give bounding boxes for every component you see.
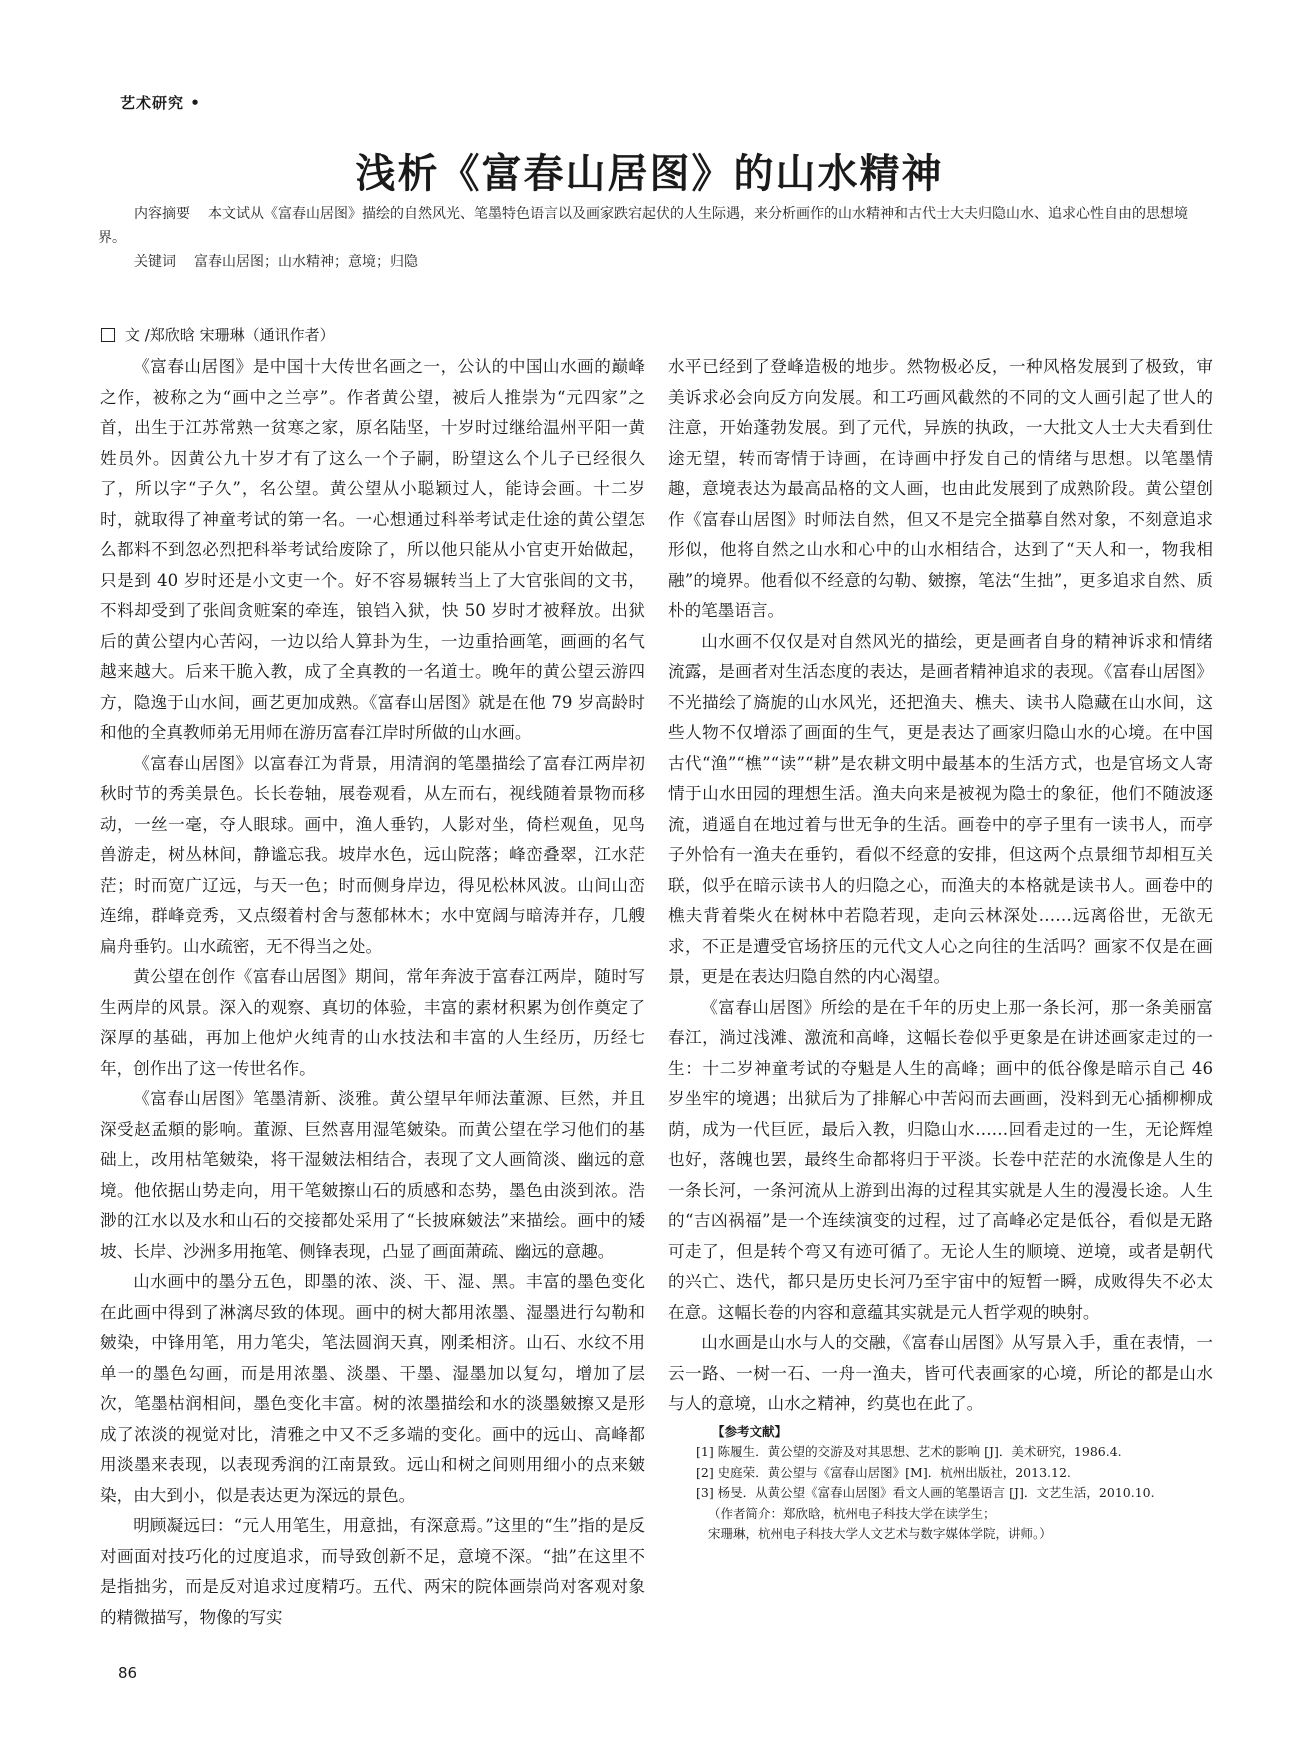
body-paragraph: 明顾凝远曰：“元人用笔生，用意拙，有深意焉。”这里的“生”指的是反对画面对技巧化的过度追求，而导致创新不足，意境不深。“拙”在这里不是指拙劣，而是反对追求过度精巧。五代、两宋的院体画崇尚对客观对象的精微描写，物像的写实 [100, 1516, 645, 1627]
abstract-paragraph [98, 202, 1208, 250]
article-title: 浅析《富春山居图》的山水精神 [355, 150, 944, 197]
body-column-left [100, 352, 645, 1633]
keywords-label: 关键词 [134, 254, 176, 270]
author-names: 文 /郑欣晗 宋珊琳（通讯作者） [125, 326, 335, 344]
references [668, 1422, 1213, 1545]
author-bio: 宋珊琳，杭州电子科技大学人文艺术与数字媒体学院，讲师。） [708, 1526, 1052, 1541]
square-icon [101, 328, 115, 342]
references-heading: 【参考文献】 [712, 1423, 788, 1439]
page-number: 86 [118, 1664, 138, 1682]
keywords-paragraph [98, 250, 1208, 274]
author-bio: （作者简介：郑欣晗，杭州电子科技大学在读学生； [708, 1505, 996, 1521]
abstract-label: 内容摘要 [134, 206, 190, 222]
body-paragraph: 山水画中的墨分五色，即墨的浓、淡、干、湿、黑。丰富的墨色变化在此画中得到了淋漓尽致的体现。画中的树大都用浓墨、湿墨进行勾勒和皴染，中锋用笔，用力笔尖，笔法圆润天真，刚柔相济。山石、水纹不用单一的墨色勾画，而是用浓墨、淡墨、干墨、湿墨加以复勾，增加了层次，笔墨枯润相间，墨色变化丰富。树的浓墨描绘和水的淡墨皴擦又是形成了浓淡的视觉对比，清雅之中又不乏多端的变化。画中的远山、高峰都用淡墨来表现，以表现秀润的江南景致。远山和树之间则用细小的点来皴染，由大到小，似是表达更为深远的景色。 [100, 1272, 645, 1505]
body-paragraph: 黄公望在创作《富春山居图》期间，常年奔波于富春江两岸，随时写生两岸的风景。深入的观察、真切的体验，丰富的素材积累为创作奠定了深厚的基础，再加上他炉火纯青的山水技法和丰富的人生经历，历经七年，创作出了这一传世名作。 [100, 967, 645, 1078]
body-paragraph: 山水画是山水与人的交融，《富春山居图》从写景入手，重在表情，一云一路、一树一石、一舟一渔夫，皆可代表画家的心境，所论的都是山水与人的意境，山水之精神，约莫也在此了。 [668, 1333, 1213, 1413]
section-label: 艺术研究 • [120, 94, 201, 112]
body-paragraph: 山水画不仅仅是对自然风光的描绘，更是画者自身的精神诉求和情绪流露，是画者对生活态度的表达，是画者精神追求的表现。《富春山居图》不光描绘了旖旎的山水风光，还把渔夫、樵夫、读书人隐藏在山水间，这些人物不仅增添了画面的生气，更是表达了画家归隐山水的心境。在中国古代“渔”“樵”“读”“耕”是农耕文明中最基本的生活方式，也是官场文人寄情于山水田园的理想生活。渔夫向来是被视为隐士的象征，他们不随波逐流，逍遥自在地过着与世无争的生活。画卷中的亭子里有一读书人，而亭子外恰有一渔夫在垂钓，看似不经意的安排，但这两个点景细节却相互关联，似乎在暗示读书人的归隐之心，而渔夫的本格就是读书人。画卷中的樵夫背着柴火在树林中若隐若现，走向云林深处……远离俗世，无欲无求，不正是遭受官场挤压的元代文人心之向往的生活吗？画家不仅是在画景，更是在表达归隐自然的内心渴望。 [668, 631, 1213, 986]
reference-item: [1] 陈履生．黄公望的交游及对其思想、艺术的影响 [J]．美术研究，1986.4. [696, 1444, 1122, 1459]
reference-item: [3] 杨旻．从黄公望《富春山居图》看文人画的笔墨语言 [J]．文艺生活，2010.10. [696, 1485, 1155, 1500]
body-paragraph: 《富春山居图》是中国十大传世名画之一，公认的中国山水画的巅峰之作，被称之为“画中之兰亭”。作者黄公望，被后人推崇为“元四家”之首，出生于江苏常熟一贫寒之家，原名陆坚，十岁时过继给温州平阳一黄姓员外。因黄公九十岁才有了这么一个子嗣，盼望这么个儿子已经很久了，所以字“子久”，名公望。黄公望从小聪颖过人，能诗会画。十二岁时，就取得了神童考试的第一名。一心想通过科举考试走仕途的黄公望怎么都料不到忽必烈把科举考试给废除了，所以他只能从小官吏开始做起，只是到 40 岁时还是小文吏一个。好不容易辗转当上了大官张闾的文书，不料却受到了张闾贪赃案的牵连，锒铛入狱，快 50 岁时才被释放。出狱后的黄公望内心苦闷，一边以给人算卦为生，一边重拾画笔，画画的名气越来越大。后来干脆入教，成了全真教的一名道士。晚年的黄公望云游四方，隐逸于山水间，画艺更加成熟。《富春山居图》就是在他 79 岁高龄时和他的全真教师弟无用师在游历富春江岸时所做的山水画。 [100, 357, 645, 742]
abstract-block [98, 202, 1208, 274]
body-column-right [668, 352, 1213, 1545]
author-line [101, 324, 335, 345]
body-paragraph: 《富春山居图》以富春江为背景，用清润的笔墨描绘了富春江两岸初秋时节的秀美景色。长长卷轴，展卷观看，从左而右，视线随着景物而移动，一丝一毫，夺人眼球。画中，渔人垂钓，人影对坐，倚栏观鱼，见鸟兽游走，树丛林间，静谧忘我。坡岸水色，远山院落；峰峦叠翠，江水茫茫；时而宽广辽远，与天一色；时而侧身岸边，得见松林风波。山间山峦连绵，群峰竞秀，又点缀着村舍与葱郁林木；水中宽阔与暗涛并存，几艘扁舟垂钓。山水疏密，无不得当之处。 [100, 753, 645, 956]
body-paragraph: 《富春山居图》笔墨清新、淡雅。黄公望早年师法董源、巨然，并且深受赵孟頫的影响。董源、巨然喜用湿笔皴染。而黄公望在学习他们的基础上，改用枯笔皴染，将干湿皴法相结合，表现了文人画简淡、幽远的意境。他依据山势走向，用干笔皴擦山石的质感和态势，墨色由淡到浓。浩渺的江水以及水和山石的交接都处采用了“长披麻皴法”来描绘。画中的矮坡、长岸、沙洲多用拖笔、侧锋表现，凸显了画面萧疏、幽远的意趣。 [100, 1089, 645, 1261]
keywords-text: 富春山居图；山水精神；意境；归隐 [194, 254, 418, 270]
body-paragraph: 水平已经到了登峰造极的地步。然物极必反，一种风格发展到了极致，审美诉求必会向反方向发展。和工巧画风截然的不同的文人画引起了世人的注意，开始蓬勃发展。到了元代，异族的执政，一大批文人士大夫看到仕途无望，转而寄情于诗画，在诗画中抒发自己的情绪与思想。以笔墨情趣，意境表达为最高品格的文人画，也由此发展到了成熟阶段。黄公望创作《富春山居图》时师法自然，但又不是完全描摹自然对象，不刻意追求形似，他将自然之山水和心中的山水相结合，达到了“天人和一，物我相融”的境界。他看似不经意的勾勒、皴擦，笔法“生拙”，更多追求自然、质朴的笔墨语言。 [668, 357, 1213, 620]
abstract-text: 本文试从《富春山居图》描绘的自然风光、笔墨特色语言以及画家跌宕起伏的人生际遇，来分析画作的山水精神和古代士大夫归隐山水、追求心性自由的思想境界。 [98, 206, 1188, 246]
reference-item: [2] 史庭荣．黄公望与《富春山居图》[M]．杭州出版社，2013.12. [696, 1464, 1071, 1480]
body-paragraph: 《富春山居图》所绘的是在千年的历史上那一条长河，那一条美丽富春江，淌过浅滩、激流和高峰，这幅长卷似乎更象是在讲述画家走过的一生：十二岁神童考试的夺魁是人生的高峰；画中的低谷像是暗示自己 46 岁坐牢的境遇；出狱后为了排解心中苦闷而去画画，没料到无心插柳柳成荫，成为一代巨匠，最后入教，归隐山水……回看走过的一生，无论辉煌也好，落魄也罢，最终生命都将归于平淡。长卷中茫茫的水流像是人生的一条长河，一条河流从上游到出海的过程其实就是人生的漫漫长途。人生的“吉凶祸福”是一个连续演变的过程，过了高峰必定是低谷，看似是无路可走了，但是转个弯又有迹可循了。无论人生的顺境、逆境，或者是朝代的兴亡、迭代，都只是历史长河乃至宇宙中的短暂一瞬，成败得失不必太在意。这幅长卷的内容和意蕴其实就是元人哲学观的映射。 [668, 997, 1213, 1322]
